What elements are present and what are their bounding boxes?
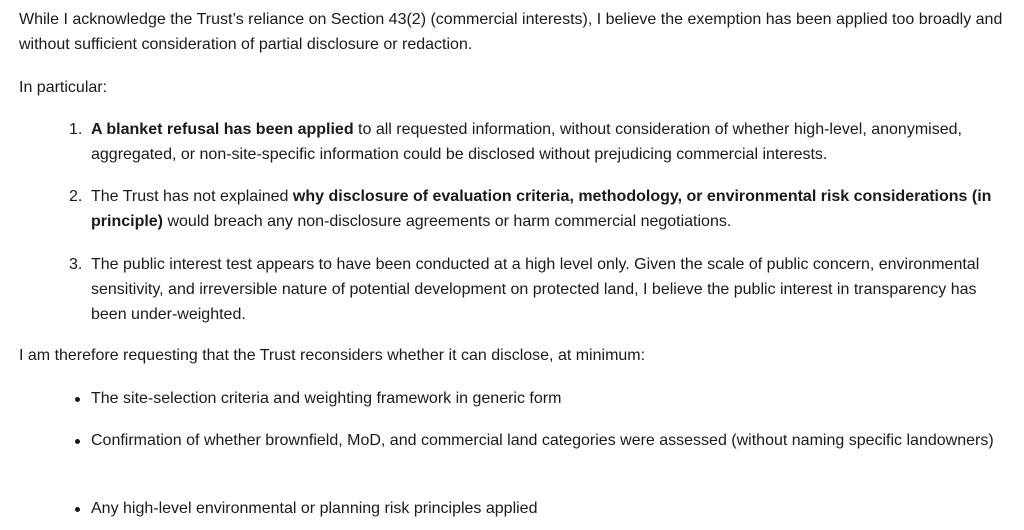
list-number: 3. (69, 256, 83, 273)
bullet-item-1 (91, 386, 1016, 411)
bold-emphasis: A blanket refusal has been applied (91, 121, 354, 138)
item-text: would breach any non-disclosure agreements or harm commercial negotiations. (163, 213, 732, 230)
item-text: The Trust has not explained (91, 188, 293, 205)
numbered-item-1 (69, 117, 1016, 167)
in-particular-heading: In particular: (19, 79, 108, 96)
bold-emphasis: why disclosure of evaluation criteria, methodology, or environmental risk considerations (in principle) (91, 188, 992, 230)
bullet-icon (75, 439, 80, 444)
bullet-item-2 (91, 428, 1016, 453)
intro-paragraph: While I acknowledge the Trust’s reliance on Section 43(2) (commercial interests), I believe the exemption has been applied too broadly and without sufficient consideration of partial disclosure or redaction. (19, 11, 1003, 53)
list-number: 1. (69, 121, 83, 138)
numbered-item-2 (69, 184, 1016, 234)
item-text: to all requested information, without consideration of whether high-level, anonymised, aggregated, or non-site-specific information could be disclosed without prejudicing commercial interests. (91, 121, 962, 163)
numbered-item-3 (69, 252, 1016, 327)
list-number: 2. (69, 188, 83, 205)
bullet-text: Confirmation of whether brownfield, MoD, and commercial land categories were assessed (without naming specific landowners) (91, 432, 994, 449)
bullet-text: Any high-level environmental or planning risk principles applied (91, 500, 538, 517)
item-text: The public interest test appears to have been conducted at a high level only. Given the scale of public concern, environmental sensitivity, and irreversible nature of potential development on protected land, I believe the public interest in transparency has been under-weighted. (91, 256, 980, 323)
bullet-icon (75, 397, 80, 402)
bullet-icon (75, 507, 80, 512)
bullet-item-3 (91, 496, 1016, 521)
bullet-text: The site-selection criteria and weighting framework in generic form (91, 390, 562, 407)
request-paragraph: I am therefore requesting that the Trust reconsiders whether it can disclose, at minimum: (19, 347, 646, 364)
